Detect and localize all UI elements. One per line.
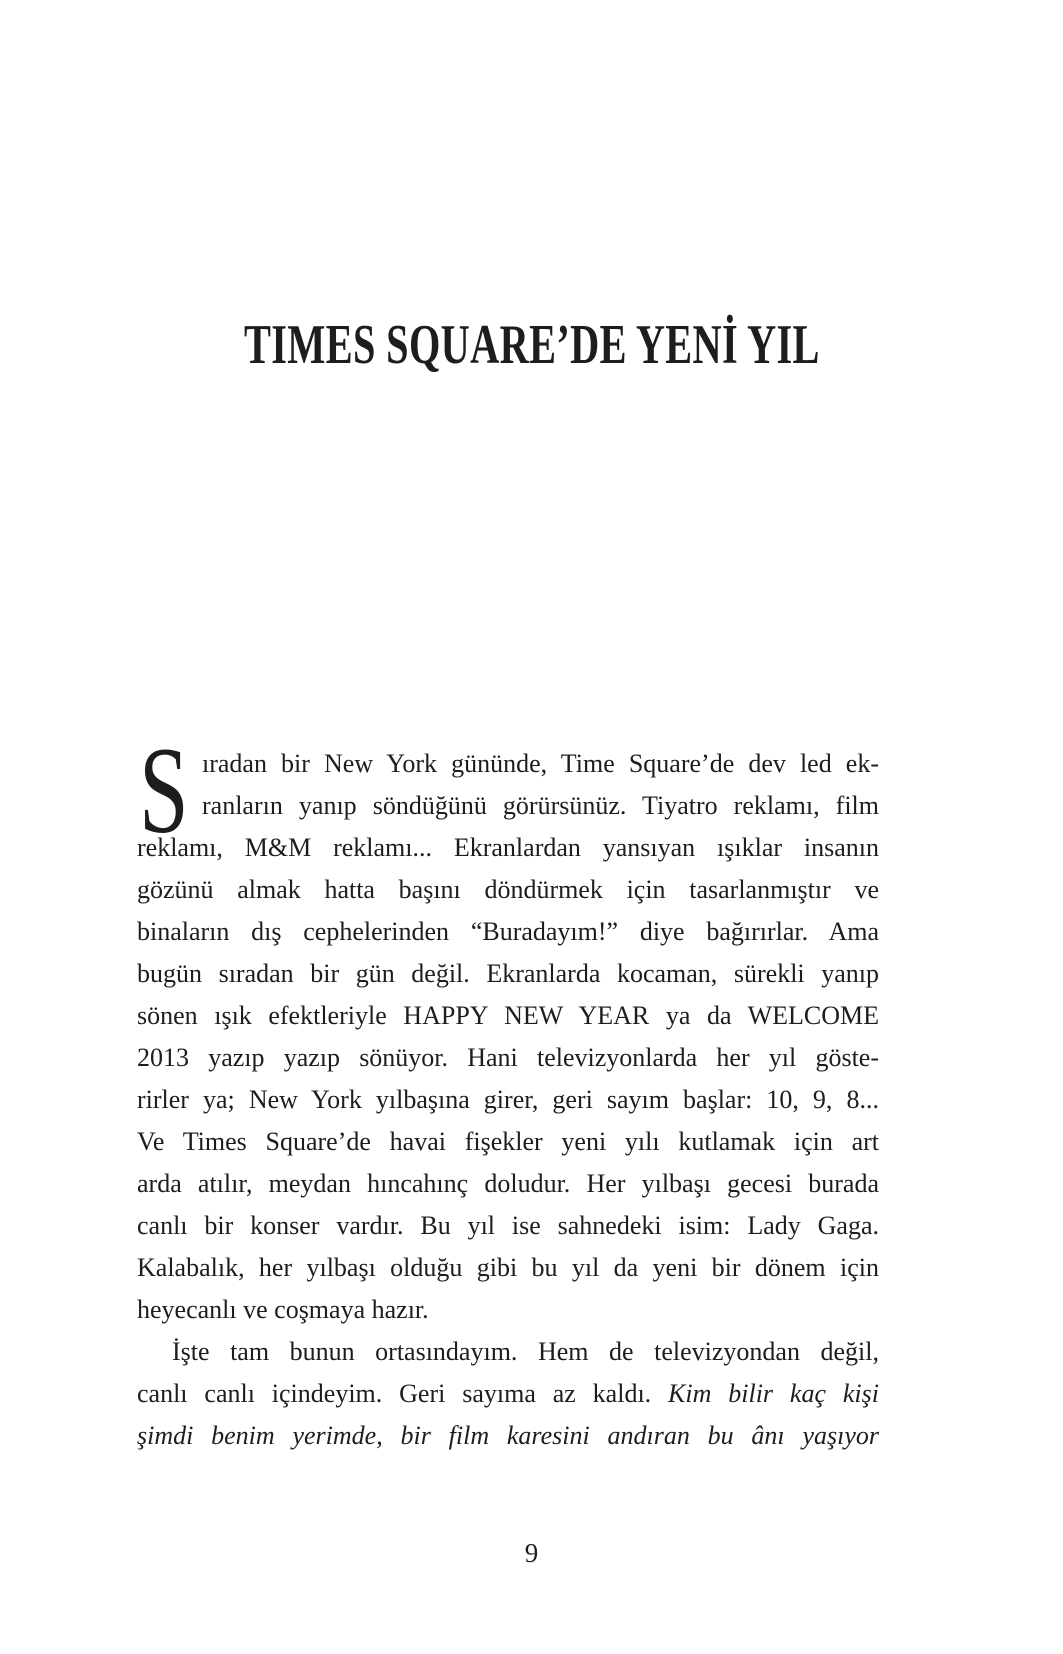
text-segment: sönen ışık efektleriyle HAPPY NEW YEAR ya da WELCOME — [137, 1001, 879, 1030]
text-segment: binaların dış cephelerinden “Buradayım!” diye bağırırlar. Ama — [137, 917, 879, 946]
italic-text-segment: Kim bilir kaç kişi — [668, 1379, 879, 1408]
text-line — [137, 827, 879, 869]
text-segment: heyecanlı ve coşmaya hazır. — [137, 1295, 429, 1324]
body-text — [137, 722, 879, 1457]
drop-cap: S — [139, 722, 189, 859]
text-line — [137, 1247, 879, 1289]
italic-text-segment: şimdi benim yerimde, bir film karesini andıran bu ânı yaşıyor — [137, 1421, 879, 1450]
text-line — [137, 995, 879, 1037]
text-line — [137, 743, 879, 785]
text-segment: İşte tam bunun ortasındayım. Hem de televizyondan değil, — [172, 1337, 879, 1366]
text-segment: 2013 yazıp yazıp sönüyor. Hani televizyonlarda her yıl göste- — [137, 1043, 879, 1072]
text-segment: arda atılır, meydan hıncahınç doludur. Her yılbaşı gecesi burada — [137, 1169, 879, 1198]
text-line — [137, 1121, 879, 1163]
text-segment: ranların yanıp söndüğünü görürsünüz. Tiyatro reklamı, film — [202, 791, 879, 820]
text-line — [137, 1415, 879, 1457]
text-line — [137, 1163, 879, 1205]
text-line — [137, 1205, 879, 1247]
text-segment: canlı bir konser vardır. Bu yıl ise sahnedeki isim: Lady Gaga. — [137, 1211, 879, 1240]
text-line — [137, 953, 879, 995]
text-segment: Kalabalık, her yılbaşı olduğu gibi bu yıl da yeni bir dönem için — [137, 1253, 879, 1282]
text-line — [137, 785, 879, 827]
chapter-title-text: TIMES SQUARE’DE YENİ YIL — [243, 314, 820, 376]
text-line — [137, 911, 879, 953]
text-segment: Ve Times Square’de havai fişekler yeni yılı kutlamak için art — [137, 1127, 879, 1156]
paragraph-lines — [137, 743, 879, 1457]
text-line — [137, 1079, 879, 1121]
text-line — [137, 1331, 879, 1373]
text-line — [137, 1037, 879, 1079]
text-segment: reklamı, M&M reklamı... Ekranlardan yansıyan ışıklar insanın — [137, 833, 879, 862]
text-segment: gözünü almak hatta başını döndürmek için tasarlanmıştır ve — [137, 875, 879, 904]
text-segment: bugün sıradan bir gün değil. Ekranlarda kocaman, sürekli yanıp — [137, 959, 879, 988]
text-line — [137, 1373, 879, 1415]
text-segment: rirler ya; New York yılbaşına girer, geri sayım başlar: 10, 9, 8... — [137, 1085, 879, 1114]
text-segment: ıradan bir New York gününde, Time Square’de dev led ek- — [202, 749, 879, 778]
chapter-title — [0, 314, 1063, 376]
text-line — [137, 869, 879, 911]
text-line — [137, 1289, 879, 1331]
text-segment: canlı canlı içindeyim. Geri sayıma az kaldı. — [137, 1379, 669, 1408]
page-number: 9 — [524, 1538, 539, 1568]
